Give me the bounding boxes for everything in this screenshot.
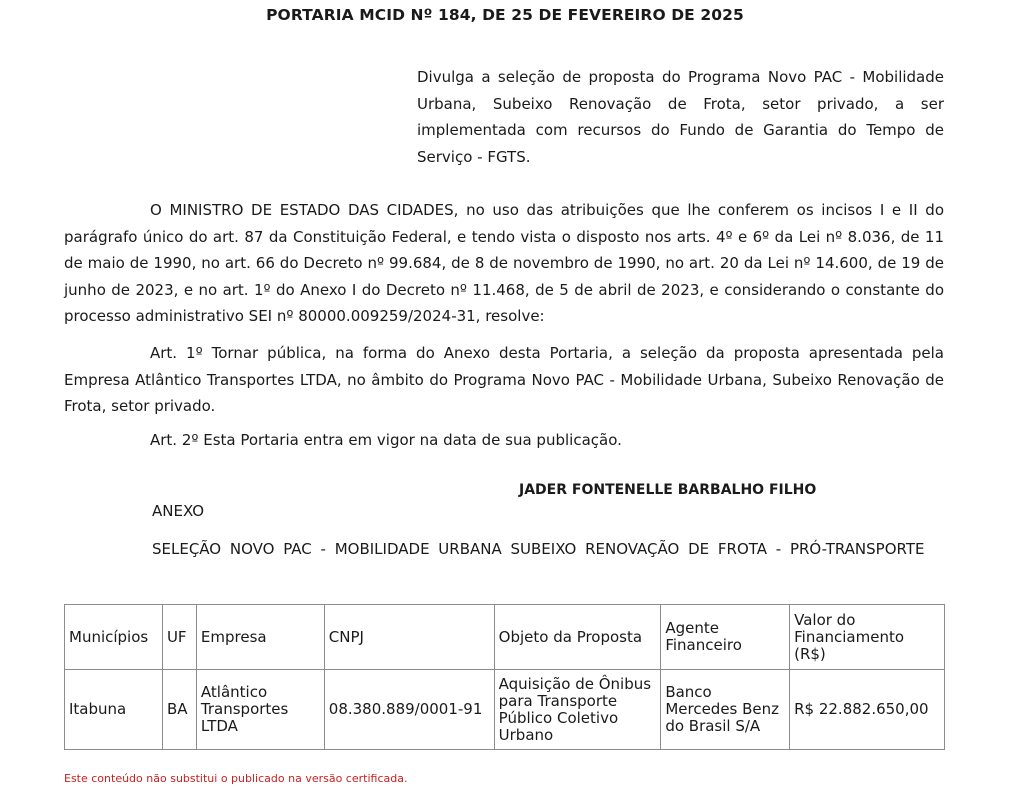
annex-label: ANEXO xyxy=(152,502,205,520)
table-row xyxy=(65,670,945,750)
cell-valor: R$ 22.882.650,00 xyxy=(790,670,945,750)
header-municipios: Municípios xyxy=(65,605,163,670)
document-title: PORTARIA MCID Nº 184, DE 25 DE FEVEREIRO DE 2025 xyxy=(266,6,744,24)
header-objeto: Objeto da Proposta xyxy=(494,605,661,670)
header-cnpj: CNPJ xyxy=(324,605,494,670)
signature-name: JADER FONTENELLE BARBALHO FILHO xyxy=(519,482,817,498)
article-2-paragraph: Art. 2º Esta Portaria entra em vigor na data de sua publicação. xyxy=(150,431,622,449)
header-uf: UF xyxy=(162,605,196,670)
cell-agente: Banco Mercedes Benz do Brasil S/A xyxy=(661,670,790,750)
cell-cnpj: 08.380.889/0001-91 xyxy=(324,670,494,750)
cell-empresa: Atlântico Transportes LTDA xyxy=(196,670,324,750)
table-header-row xyxy=(65,605,945,670)
cell-uf: BA xyxy=(162,670,196,750)
annex-table xyxy=(64,604,945,750)
preamble-paragraph: O MINISTRO DE ESTADO DAS CIDADES, no uso das atribuições que lhe conferem os incisos I e II do parágrafo único do art. 87 da Constituição Federal, e tendo vista o disposto nos arts. 4º e 6º da Lei nº 8.036, de 11 de maio de 1990, no art. 66 do Decreto nº 99.684, de 8 de novembro de 1990, no art. 20 da Lei nº 14.600, de 19 de junho de 2023, e no art. 1º do Anexo I do Decreto nº 11.468, de 5 de abril de 2023, e considerando o constante do processo administrativo SEI nº 80000.009259/2024-31, resolve: xyxy=(64,201,944,325)
annex-subtitle: SELEÇÃO NOVO PAC - MOBILIDADE URBANA SUBEIXO RENOVAÇÃO DE FROTA - PRÓ-TRANSPORTE xyxy=(152,540,925,558)
cell-objeto: Aquisição de Ônibus para Transporte Público Coletivo Urbano xyxy=(494,670,661,750)
header-agente: Agente Financeiro xyxy=(661,605,790,670)
header-valor: Valor do Financiamento (R$) xyxy=(790,605,945,670)
header-empresa: Empresa xyxy=(196,605,324,670)
cell-municipio: Itabuna xyxy=(65,670,163,750)
disclaimer-notice: Este conteúdo não substitui o publicado na versão certificada. xyxy=(64,772,408,785)
ementa-text: Divulga a seleção de proposta do Programa Novo PAC - Mobilidade Urbana, Subeixo Renovação de Frota, setor privado, a ser implementada com recursos do Fundo de Garantia do Tempo de Serviço - FGTS. xyxy=(417,68,944,166)
article-1-paragraph: Art. 1º Tornar pública, na forma do Anexo desta Portaria, a seleção da proposta apresentada pela Empresa Atlântico Transportes LTDA, no âmbito do Programa Novo PAC - Mobilidade Urbana, Subeixo Renovação de Frota, setor privado. xyxy=(64,344,944,415)
